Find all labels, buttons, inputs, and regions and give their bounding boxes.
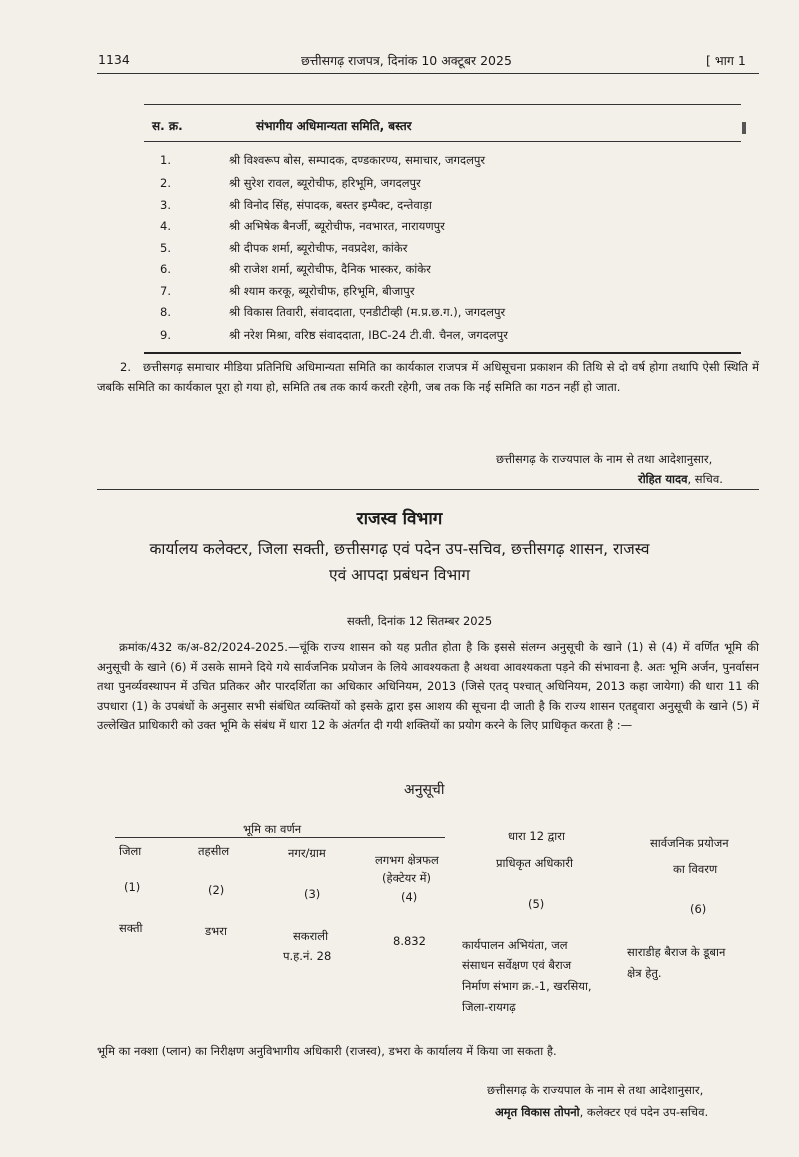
authority-line: छत्तीसगढ़ के राज्यपाल के नाम से तथा आदेशानुसार, <box>496 452 713 466</box>
row-village-line1: सकराली <box>293 929 329 943</box>
row-area: 8.832 <box>393 934 426 948</box>
page-number: 1134 <box>98 52 130 67</box>
col-num-3: (3) <box>304 887 321 901</box>
col-num-4: (4) <box>401 890 418 904</box>
col-sno-header: स. क्र. <box>152 119 183 133</box>
row-authority-line2: संसाधन सर्वेक्षण एवं बैराज <box>462 958 572 972</box>
para-number: 2. <box>120 360 131 374</box>
paragraph-2: छत्तीसगढ़ समाचार मीडिया प्रतिनिधि अधिमान्यता समिति का कार्यकाल राजपत्र में अधिसूचना प्रकाशन की तिथि से दो वर्ष होगा तथापि ऐसी स्थिति में जबकि समिति का कार्यकाल पूरा हो गया हो, समिति तब तक कार्य करती रहेगी, जब तक कि नई समिति का गठन नहीं हो जाता. <box>97 360 759 394</box>
col-num-1: (1) <box>124 880 141 894</box>
col-area-line1: लगभग क्षेत्रफल <box>375 853 439 867</box>
member-entry: श्री विकास तिवारी, संवाददाता, एनडीटीव्ही (म.प्र.छ.ग.), जगदलपुर <box>229 305 506 319</box>
place-date: सक्ती, दिनांक 12 सितम्बर 2025 <box>347 614 493 628</box>
col-authority-line1: धारा 12 द्वारा <box>508 829 565 843</box>
table-header-rule <box>144 141 741 142</box>
member-entry: श्री नरेश मिश्रा, वरिष्ठ संवाददाता, IBC-24 टी.वी. चैनल, जगदलपुर <box>229 328 508 342</box>
row-purpose-line2: क्षेत्र हेतु. <box>627 966 662 980</box>
member-entry: श्री अभिषेक बैनर्जी, ब्यूरोचीफ, नवभारत, नारायणपुर <box>229 219 445 233</box>
signatory-designation: , सचिव. <box>687 472 723 486</box>
row-authority-line3: निर्माण संभाग क्र.-1, खरसिया, <box>462 979 592 993</box>
land-description-heading: भूमि का वर्णन <box>243 822 302 836</box>
signatory-2-name: अमृत विकास तोपनो <box>495 1105 580 1119</box>
committee-title: संभागीय अधिमान्यता समिति, बस्तर <box>256 119 412 133</box>
member-number: 9. <box>160 328 171 342</box>
office-line-1: कार्यालय कलेक्टर, जिला सक्ती, छत्तीसगढ़ एवं पदेन उप-सचिव, छत्तीसगढ़ शासन, राजस्व <box>149 540 650 558</box>
col-num-6: (6) <box>690 902 707 916</box>
member-entry: श्री राजेश शर्मा, ब्यूरोचीफ, दैनिक भास्कर, कांकेर <box>229 262 431 276</box>
row-purpose-line1: साराडीह बैराज के डूबान <box>627 945 726 959</box>
margin-mark <box>742 122 746 134</box>
part-label: [ भाग 1 <box>706 53 746 68</box>
row-village-line2: प.ह.नं. 28 <box>283 949 332 963</box>
member-number: 6. <box>160 262 171 276</box>
signatory-2 <box>495 1105 708 1120</box>
col-purpose-line1: सार्वजनिक प्रयोजन <box>650 836 729 850</box>
member-number: 3. <box>160 198 171 212</box>
col-authority-line2: प्राधिकृत अधिकारी <box>496 856 573 870</box>
gazette-title: छत्तीसगढ़ राजपत्र, दिनांक 10 अक्टूबर 2025 <box>301 53 512 68</box>
member-entry: श्री श्याम करकू, ब्यूरोचीफ, हरिभूमि, बीजापुर <box>229 284 415 298</box>
member-entry: श्री दीपक शर्मा, ब्यूरोचीफ, नवप्रदेश, कांकेर <box>229 241 408 255</box>
col-village: नगर/ग्राम <box>288 846 326 860</box>
member-number: 7. <box>160 284 171 298</box>
office-line-2: एवं आपदा प्रबंधन विभाग <box>329 566 470 584</box>
member-entry: श्री विनोद सिंह, संपादक, बस्तर इम्पैक्ट, दन्तेवाड़ा <box>229 198 432 212</box>
signatory-2-designation: , कलेक्टर एवं पदेन उप-सचिव. <box>579 1105 709 1119</box>
member-number: 1. <box>160 153 171 167</box>
row-authority-line4: जिला-रायगढ़ <box>462 1000 516 1014</box>
department-heading: राजस्व विभाग <box>356 509 443 529</box>
col-num-2: (2) <box>208 883 225 897</box>
table-bottom-rule <box>144 352 741 354</box>
member-number: 4. <box>160 219 171 233</box>
section-divider <box>97 489 759 490</box>
plan-note: भूमि का नक्शा (प्लान) का निरीक्षण अनुविभागीय अधिकारी (राजस्व), डभरा के कार्यालय में किया जा सकता है. <box>97 1044 557 1058</box>
notice-body: क्रमांक/432 क/अ-82/2024-2025.—चूंकि राज्य शासन को यह प्रतीत होता है कि इससे संलग्न अनुसूची के खाने (1) से (4) में वर्णित भूमि की अनुसूची के खाने (6) में उसके सामने दिये गये सार्वजनिक प्रयोजन के लिये आवश्यकता है अथवा आवश्यकता पड़ने की संभावना है. अतः भूमि अर्जन, पुनर्वासन तथा पुनर्व्यवस्थापन में उचित प्रतिकर और पारदर्शिता का अधिकार अधिनियम, 2013 (जिसे एतद् पश्चात् अधिनियम, 2013 कहा जायेगा) की धारा 11 की उपधारा (1) के उपबंधों के अनुसार सभी संबंधित व्यक्तियों को इसके द्वारा इस आशय की सूचना दी जाती है कि राज्य शासन एतद्द्वारा अनुसूची के खाने (5) में उल्लेखित प्राधिकारी को उक्त भूमि के संबंध में धारा 12 के अंतर्गत दी गयी शक्तियों का प्रयोग करने के लिए प्राधिकृत करता है :— <box>97 640 759 732</box>
member-entry: श्री विश्वरूप बोस, सम्पादक, दण्डकारण्य, समाचार, जगदलपुर <box>229 153 486 167</box>
signatory <box>638 472 723 487</box>
member-number: 2. <box>160 176 171 190</box>
row-district: सक्ती <box>119 921 143 935</box>
col-num-5: (5) <box>528 897 545 911</box>
member-entry: श्री सुरेश रावल, ब्यूरोचीफ, हरिभूमि, जगदलपुर <box>229 176 421 190</box>
col-tehsil: तहसील <box>198 844 230 858</box>
schedule-title: अनुसूची <box>404 782 445 798</box>
header-rule <box>97 73 759 74</box>
authority-line-2: छत्तीसगढ़ के राज्यपाल के नाम से तथा आदेशानुसार, <box>487 1083 704 1097</box>
row-tehsil: डभरा <box>205 924 227 938</box>
signatory-name: रोहित यादव <box>638 472 688 486</box>
col-purpose-line2: का विवरण <box>673 862 718 876</box>
table-top-rule <box>144 104 741 105</box>
member-number: 8. <box>160 305 171 319</box>
col-area-line2: (हेक्टेयर में) <box>382 871 432 885</box>
land-description-rule <box>115 837 445 838</box>
row-authority-line1: कार्यपालन अभियंता, जल <box>462 938 568 952</box>
col-district: जिला <box>119 844 142 858</box>
member-number: 5. <box>160 241 171 255</box>
